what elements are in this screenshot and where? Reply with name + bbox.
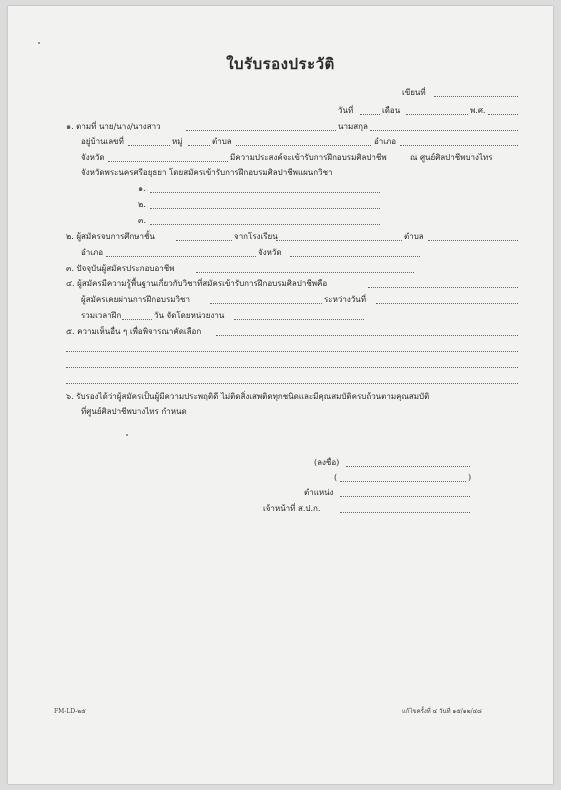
- scan-speck: [38, 42, 40, 44]
- s2-subdistrict-label: ตำบล: [404, 232, 424, 241]
- s4-total-field[interactable]: [122, 319, 152, 320]
- s1-item-1-field[interactable]: [150, 192, 380, 193]
- month-field[interactable]: [406, 114, 468, 115]
- s1-moo-label: หมู่: [172, 137, 183, 146]
- s4-knowledge-field[interactable]: [368, 287, 518, 288]
- s5-comment-field-2[interactable]: [66, 351, 518, 352]
- s1-district-field[interactable]: [400, 145, 518, 146]
- revision-note: แก้ไขครั้งที่ ๔ วันที่ ๑๕/๑๒/๔๘: [402, 708, 482, 715]
- s1-province-field[interactable]: [108, 161, 228, 162]
- written-at-label: เขียนที่: [402, 88, 426, 97]
- s2-district-field[interactable]: [106, 256, 256, 257]
- s2-education-field[interactable]: [176, 240, 232, 241]
- date-field[interactable]: [360, 114, 380, 115]
- year-field[interactable]: [488, 114, 518, 115]
- date-label: วันที่: [338, 106, 354, 115]
- signature-name-field[interactable]: [340, 481, 466, 482]
- s1-house-label: อยู่บ้านเลขที่: [81, 137, 124, 146]
- s4-between-field[interactable]: [376, 303, 518, 304]
- s4-org-label: วัน จัดโดยหน่วยงาน: [154, 311, 225, 320]
- s1-item-1: ๑.: [138, 184, 146, 193]
- s1-house-field[interactable]: [128, 145, 170, 146]
- month-label: เดือน: [382, 106, 401, 115]
- signature-field[interactable]: [346, 466, 470, 467]
- s5-comment-field-3[interactable]: [66, 367, 518, 368]
- s2-district-label: อำเภอ: [81, 248, 104, 257]
- s1-item-3: ๓.: [138, 216, 147, 225]
- year-label: พ.ศ.: [470, 106, 486, 115]
- s1-name-label: ๑. ตามที่ นาย/นาง/นางสาว: [66, 122, 161, 131]
- s5-comment-label: ๕. ความเห็นอื่น ๆ เพื่อพิจารณาคัดเลือก: [66, 327, 202, 336]
- s1-center-text: ณ ศูนย์ศิลปาชีพบางไทร: [410, 153, 493, 162]
- name-open-paren: (: [334, 473, 338, 482]
- s1-province-label: จังหวัด: [81, 153, 105, 162]
- s1-moo-field[interactable]: [188, 145, 210, 146]
- officer-field[interactable]: [340, 512, 470, 513]
- s2-subdistrict-field[interactable]: [428, 240, 518, 241]
- form-code: FM-LD-๒๕: [54, 708, 86, 715]
- s4-total-label: รวมเวลาฝึก: [81, 311, 122, 320]
- signature-label: (ลงชื่อ): [314, 458, 340, 467]
- s6-certify-line1: ๖. รับรองได้ว่าผู้สมัครเป็นผู้มีความประพฤติดี ไม่ติดสิ่งเสพติดทุกชนิดและมีคุณสมบัติครบถ้วนตามคุณสมบัติ: [66, 392, 430, 401]
- s3-occupation-label: ๓. ปัจจุบันผู้สมัครประกอบอาชีพ: [66, 264, 175, 273]
- s2-school-field[interactable]: [276, 240, 402, 241]
- s4-org-field[interactable]: [234, 319, 364, 320]
- s4-trained-field[interactable]: [210, 303, 322, 304]
- s1-district-label: อำเภอ: [374, 137, 397, 146]
- s1-item-3-field[interactable]: [150, 224, 380, 225]
- s4-between-label: ระหว่างวันที่: [324, 295, 366, 304]
- s1-surname-field[interactable]: [370, 130, 518, 131]
- s1-dept-text: จังหวัดพระนครศรีอยุธยา โดยสมัครเข้ารับการฝึกอบรมศิลปาชีพแผนกวิชา: [81, 168, 333, 177]
- document-title: ใบรับรองประวัติ: [226, 55, 335, 73]
- s3-occupation-field[interactable]: [196, 272, 414, 273]
- s1-subdistrict-field[interactable]: [236, 145, 371, 146]
- s2-province-label: จังหวัด: [258, 248, 282, 257]
- s2-province-field[interactable]: [290, 256, 420, 257]
- s1-item-2: ๒.: [138, 200, 146, 209]
- s1-subdistrict-label: ตำบล: [212, 137, 232, 146]
- s1-item-2-field[interactable]: [150, 208, 380, 209]
- s2-education-label: ๒. ผู้สมัครจบการศึกษาชั้น: [66, 232, 155, 241]
- s4-trained-label: ผู้สมัครเคยผ่านการฝึกอบรมวิชา: [81, 295, 190, 304]
- scan-speck: [126, 434, 128, 436]
- s1-surname-label: นามสกุล: [338, 122, 368, 131]
- s5-comment-field-4[interactable]: [66, 383, 518, 384]
- s5-comment-field-1[interactable]: [216, 335, 518, 336]
- s6-certify-line2: ที่ศูนย์ศิลปาชีพบางไทร กำหนด: [81, 407, 187, 416]
- s1-intent-text: มีความประสงค์จะเข้ารับการฝึกอบรมศิลปาชีพ: [230, 153, 387, 162]
- s1-name-field[interactable]: [186, 130, 336, 131]
- s2-school-label: จากโรงเรียน: [234, 232, 278, 241]
- officer-label: เจ้าหน้าที่ ส.ป.ก.: [263, 504, 321, 513]
- form-sheet: [8, 6, 553, 784]
- position-label: ตำแหน่ง: [304, 488, 334, 497]
- s4-knowledge-label: ๔. ผู้สมัครมีความรู้พื้นฐานเกี่ยวกับวิชาที่สมัครเข้ารับการฝึกอบรมศิลปาชีพคือ: [66, 279, 328, 288]
- name-close-paren: ): [468, 473, 472, 482]
- written-at-field[interactable]: [434, 96, 518, 97]
- position-field[interactable]: [340, 496, 470, 497]
